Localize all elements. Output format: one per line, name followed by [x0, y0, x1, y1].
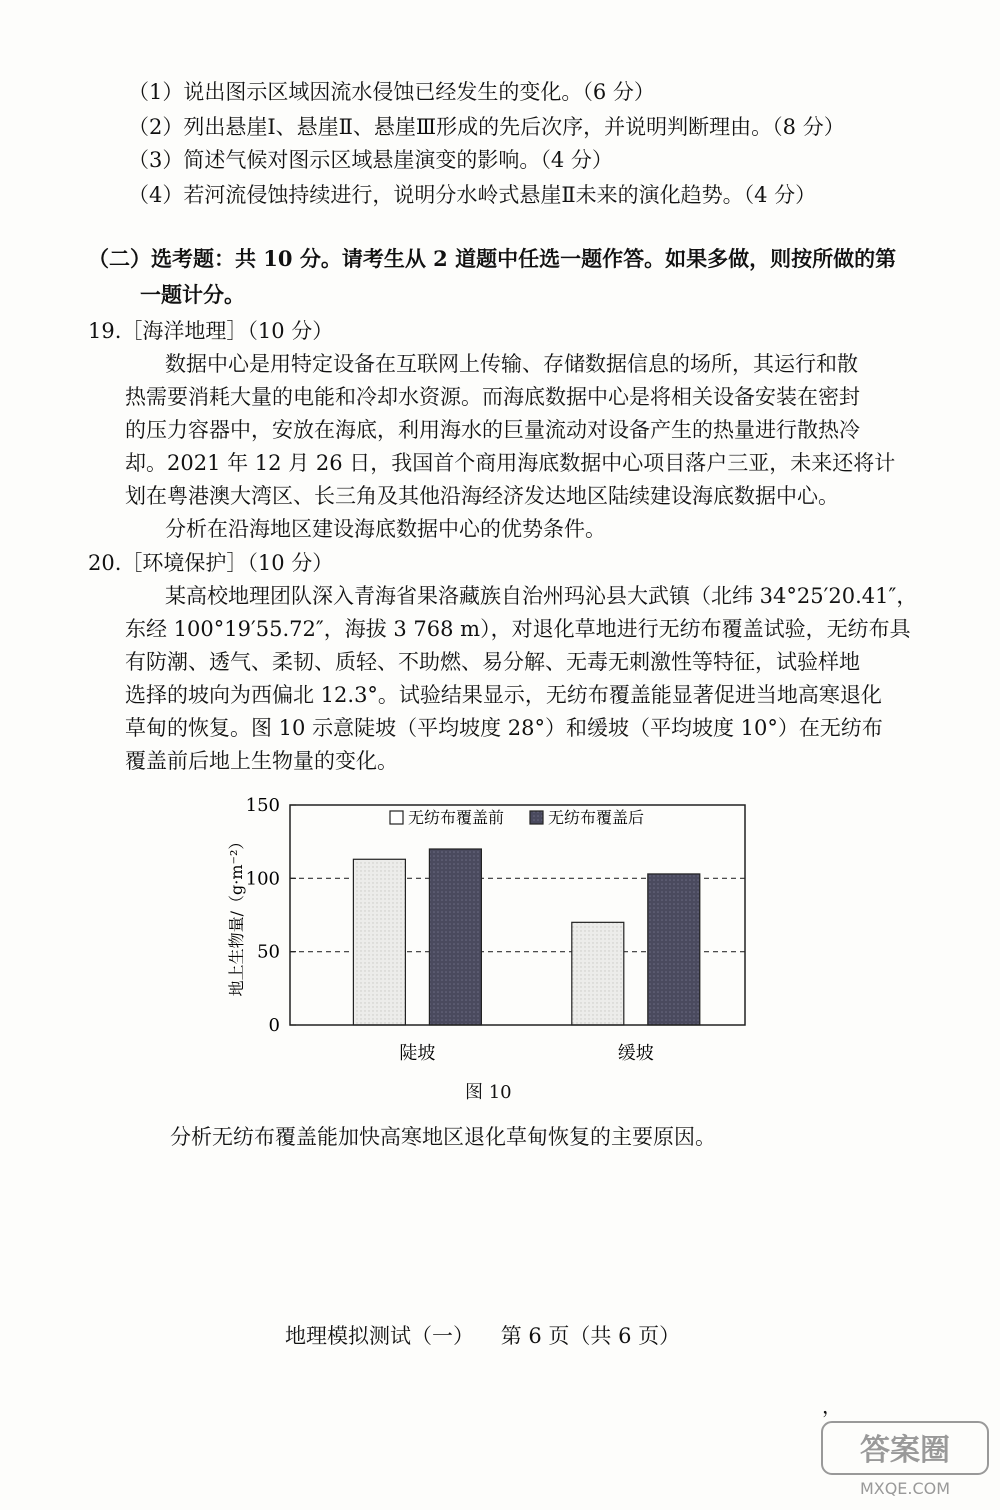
q20-line-2: 东经 100°19′55.72″，海拔 3 768 m），对退化草地进行无纺布覆盖试验，无纺布具 — [125, 617, 911, 641]
question-3: （3）简述气候对图示区域悬崖演变的影响。（4 分） — [128, 148, 613, 172]
q19-line-4: 却。2021 年 12 月 26 日，我国首个商用海底数据中心项目落户三亚，未来还将计 — [125, 451, 896, 475]
q20-line-5: 草甸的恢复。图 10 示意陡坡（平均坡度 28°）和缓坡（平均坡度 10°）在无纺布 — [125, 716, 883, 740]
q19-line-1: 数据中心是用特定设备在互联网上传输、存储数据信息的场所，其运行和散 — [165, 352, 858, 376]
question-1: （1）说出图示区域因流水侵蚀已经发生的变化。（6 分） — [128, 80, 655, 104]
bar-before — [572, 922, 624, 1025]
y-tick-label: 0 — [268, 1015, 280, 1036]
question-2: （2）列出悬崖Ⅰ、悬崖Ⅱ、悬崖Ⅲ形成的先后次序，并说明判断理由。（8 分） — [128, 115, 845, 139]
stray-mark: ， — [822, 1394, 842, 1418]
q19-line-5: 划在粤港澳大湾区、长三角及其他沿海经济发达地区陆续建设海底数据中心。 — [125, 484, 839, 508]
y-axis-label: 地上生物量/（g·m⁻²） — [227, 833, 246, 997]
y-tick-label: 150 — [245, 795, 280, 816]
q20-header: 20.［环境保护］（10 分） — [88, 551, 334, 575]
x-tick-label: 缓坡 — [617, 1043, 654, 1064]
q19-line-2: 热需要消耗大量的电能和冷却水资源。而海底数据中心是将相关设备安装在密封 — [125, 385, 860, 409]
q20-line-6: 覆盖前后地上生物量的变化。 — [125, 749, 398, 773]
section-2-heading: （二）选考题：共 10 分。请考生从 2 道题中任选一题作答。如果多做，则按所做的第 — [88, 246, 897, 271]
logo-text: 答案圈 — [860, 1433, 950, 1468]
figure-10-chart — [200, 790, 770, 1070]
legend-label-after: 无纺布覆盖后 — [548, 808, 645, 827]
bar-chart-svg — [200, 790, 770, 1070]
bar-before — [353, 859, 405, 1025]
q20-line-3: 有防潮、透气、柔韧、质轻、不助燃、易分解、无毒无刺激性等特征，试验样地 — [125, 650, 860, 674]
bar-after — [429, 849, 481, 1025]
legend-swatch-after — [530, 811, 543, 824]
figure-caption: 图 10 — [465, 1082, 512, 1103]
x-tick-label: 陡坡 — [399, 1043, 436, 1064]
q20-line-4: 选择的坡向为西偏北 12.3°。试验结果显示，无纺布覆盖能显著促进当地高寒退化 — [125, 683, 882, 707]
y-tick-label: 50 — [257, 941, 280, 963]
q19-task: 分析在沿海地区建设海底数据中心的优势条件。 — [165, 517, 606, 541]
watermark-logo — [820, 1420, 990, 1500]
q20-task: 分析无纺布覆盖能加快高寒地区退化草甸恢复的主要原因。 — [170, 1125, 716, 1149]
legend-swatch-before — [390, 811, 403, 824]
question-4: （4）若河流侵蚀持续进行，说明分水岭式悬崖Ⅱ未来的演化趋势。（4 分） — [128, 183, 817, 207]
legend-label-before: 无纺布覆盖前 — [408, 808, 505, 827]
page-footer: 地理模拟测试（一） 第 6 页（共 6 页） — [285, 1324, 681, 1348]
section-2-heading-cont: 一题计分。 — [140, 282, 245, 307]
bar-after — [648, 874, 700, 1025]
q19-line-3: 的压力容器中，安放在海底，利用海水的巨量流动对设备产生的热量进行散热冷 — [125, 418, 860, 442]
q19-header: 19.［海洋地理］（10 分） — [88, 319, 334, 343]
logo-subtext: MXQE.COM — [859, 1479, 951, 1498]
y-tick-label: 100 — [245, 868, 280, 890]
q20-line-1: 某高校地理团队深入青海省果洛藏族自治州玛沁县大武镇（北纬 34°25′20.41″， — [165, 584, 918, 608]
